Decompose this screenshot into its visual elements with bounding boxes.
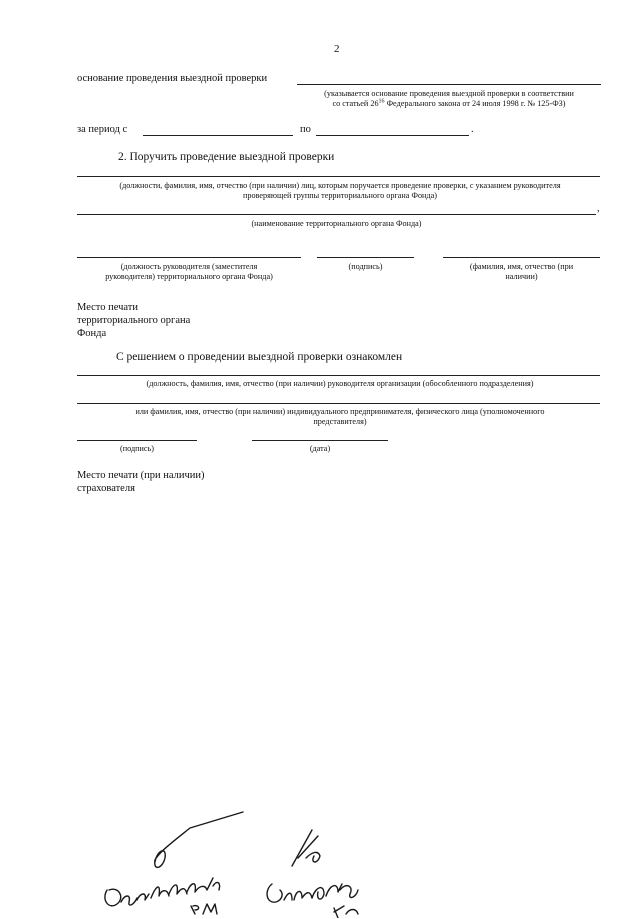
position-caption-2: руководителя) территориального органа Фонда) (105, 272, 273, 281)
ack-date-line (252, 440, 388, 441)
signature-caption: (подпись) (348, 262, 383, 271)
org-end-comma: , (597, 203, 600, 214)
ack-caption-2b: представителя) (313, 417, 367, 426)
stamp-insurer-line2: страхователя (77, 483, 135, 494)
position-line (77, 257, 301, 258)
signature-line (317, 257, 414, 258)
stamp-fund-line1: Место печати (77, 302, 139, 313)
ack-signature-caption: (подпись) (120, 444, 154, 453)
period-to-line (316, 135, 469, 136)
position-caption-1: (должность руководителя (заместителя (120, 262, 258, 271)
basis-fill-line (297, 84, 601, 85)
page-number: 2 (334, 43, 340, 55)
ack-fill-line-1 (77, 375, 600, 376)
persons-caption-1: (должности, фамилия, имя, отчество (при наличии) лиц, которым поручается проведение проверки, с указанием руководителя (119, 181, 561, 190)
period-to-label: по (300, 124, 311, 135)
handwritten-signature-2 (262, 828, 372, 918)
persons-caption-2: проверяющей группы территориального органа Фонда) (243, 191, 437, 200)
stamp-fund-line2: территориального органа (77, 315, 191, 326)
name-caption-2: наличии) (505, 272, 538, 281)
ack-caption-1: (должность, фамилия, имя, отчество (при наличии) руководителя организации (обособленного подразделения) (146, 379, 534, 388)
name-line (443, 257, 600, 258)
ack-signature-line (77, 440, 197, 441)
section2-heading: 2. Поручить проведение выездной проверки (118, 151, 335, 163)
basis-label: основание проведения выездной проверки (77, 73, 268, 84)
stamp-insurer-line1: Место печати (при наличии) (77, 470, 205, 481)
persons-fill-line (77, 176, 600, 177)
ack-fill-line-2 (77, 403, 600, 404)
basis-note-2: со статьей $26^{16}$ Федерального закона от 24 июля 1998 г. № 125-ФЗ) (332, 98, 566, 108)
stamp-fund-line3: Фонда (77, 328, 107, 339)
org-fill-line (77, 214, 596, 215)
name-caption-1: (фамилия, имя, отчество (при (469, 262, 574, 271)
period-end-dot: . (471, 124, 474, 135)
ack-caption-2a: или фамилия, имя, отчество (при наличии) индивидуального предпринимателя, физического лица (уполномоченного (135, 407, 545, 416)
ack-date-caption: (дата) (309, 444, 331, 453)
period-from-label: за период с (77, 124, 128, 135)
org-caption: (наименование территориального органа Фонда) (251, 219, 422, 228)
acknowledge-heading: С решением о проведении выездной проверки ознакомлен (116, 351, 403, 363)
basis-note-1: (указывается основание проведения выездной проверки в соответствии (324, 89, 574, 98)
handwritten-signature-1 (95, 810, 255, 918)
period-from-line (143, 135, 293, 136)
